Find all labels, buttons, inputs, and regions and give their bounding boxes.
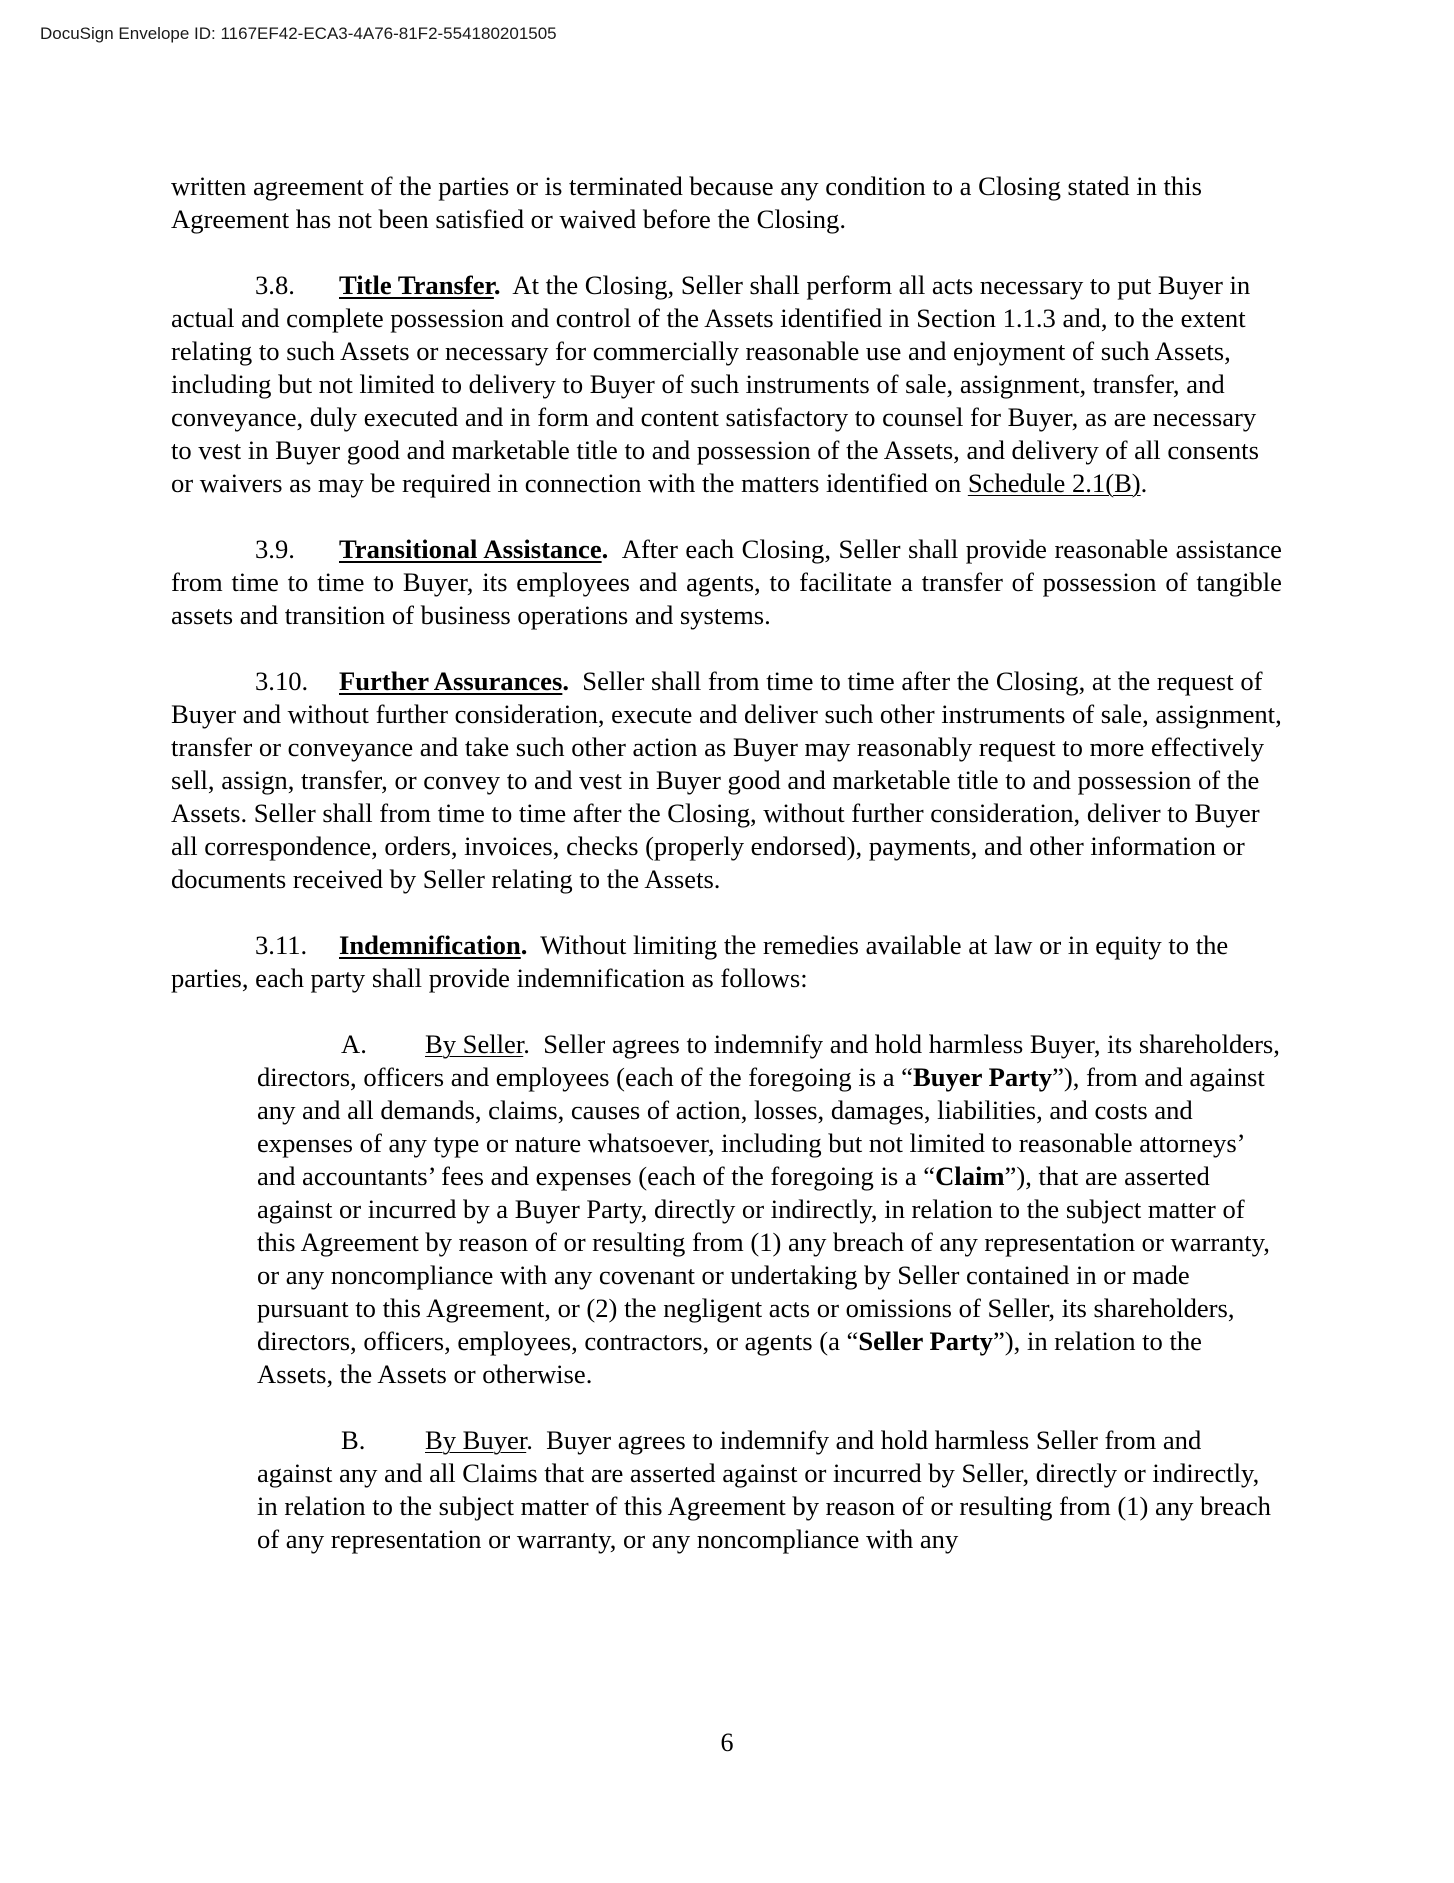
docusign-envelope-id: DocuSign Envelope ID: 1167EF42-ECA3-4A76-81F2-554180201505 [40, 24, 557, 43]
section-body: After each Closing, Seller shall provide reasonable assistance from time to time to Buyer, its employees and agents, to facilitate a transfer of possession of tangible assets and transition of business operations and systems. [171, 534, 1282, 630]
subsection-a: A. By Seller. Seller agrees to indemnify and hold harmless Buyer, its shareholders, directors, officers and employees (each of the foregoing is a “Buyer Party”), from and against any and all demands, claims, causes of action, losses, damages, liabilities, and costs and expenses of any type or nature whatsoever, including but not limited to reasonable attorneys’ and accountants’ fees and expenses (each of the foregoing is a “Claim”), that are asserted against or incurred by a Buyer Party, directly or indirectly, in relation to the subject matter of this Agreement by reason of or resulting from (1) any breach of any representation or warranty, or any noncompliance with any covenant or undertaking by Seller contained in or made pursuant to this Agreement, or (2) the negligent acts or omissions of Seller, its shareholders, directors, officers, employees, contractors, or agents (a “Seller Party”), in relation to the Assets, the Assets or otherwise. [257, 1029, 1280, 1389]
section-3-8: 3.8. Title Transfer. At the Closing, Seller shall perform all acts necessary to put Buyer in actual and complete possession and control of the Assets identified in Section 1.1.3 and, to the extent relating to such Assets or necessary for commercially reasonable use and enjoyment of such Assets, including but not limited to delivery to Buyer of such instruments of sale, assignment, transfer, and conveyance, duly executed and in form and content satisfactory to counsel for Buyer, as are necessary to vest in Buyer good and marketable title to and possession of the Assets, and delivery of all consents or waivers as may be required in connection with the matters identified on Schedule 2.1(B). [171, 270, 1259, 498]
defined-term-buyer-party: Buyer Party [912, 1062, 1053, 1092]
subsection-letter: B. [341, 1425, 366, 1455]
section-number: 3.9. [255, 534, 295, 564]
defined-term-seller-party: Seller Party [858, 1326, 993, 1356]
section-heading-title-transfer: Title Transfer [339, 270, 494, 300]
subsection-heading-by-buyer: By Buyer [425, 1425, 527, 1455]
schedule-reference: Schedule 2.1(B) [967, 468, 1141, 498]
section-body: Without limiting the remedies available at law or in equity to the parties, each party shall provide indemnification as follows: [171, 930, 1229, 993]
subsection-b: B. By Buyer. Buyer agrees to indemnify and hold harmless Seller from and against any and all Claims that are asserted against or incurred by Seller, directly or indirectly, in relation to the subject matter of this Agreement by reason of or resulting from (1) any breach of any representation or warranty, or any noncompliance with any [257, 1425, 1271, 1554]
section-heading-transitional-assistance: Transitional Assistance [339, 534, 602, 564]
section-body: At the Closing, Seller shall perform all acts necessary to put Buyer in actual and complete possession and control of the Assets identified in Section 1.1.3 and, to the extent relating to such Assets or necessary for commercially reasonable use and enjoyment of such Assets, including but not limited to delivery to Buyer of such instruments of sale, assignment, transfer, and conveyance, duly executed and in form and content satisfactory to counsel for Buyer, as are necessary to vest in Buyer good and marketable title to and possession of the Assets, and delivery of all consents or waivers as may be required in connection with the matters identified on [171, 270, 1259, 498]
section-3-9: 3.9. Transitional Assistance. After each Closing, Seller shall provide reasonable assistance from time to time to Buyer, its employees and agents, to facilitate a transfer of possession of tangible assets and transition of business operations and systems. [171, 534, 1282, 630]
section-number: 3.11. [255, 930, 308, 960]
section-heading-further-assurances: Further Assurances [339, 666, 563, 696]
section-number: 3.10. [255, 666, 309, 696]
section-heading-indemnification: Indemnification [339, 930, 521, 960]
intro-paragraph [171, 170, 1282, 236]
section-body: Seller shall from time to time after the Closing, at the request of Buyer and without further consideration, execute and deliver such other instruments of sale, assignment, transfer or conveyance and take such other action as Buyer may reasonably request to more effectively sell, assign, transfer, or convey to and vest in Buyer good and marketable title to and possession of the Assets. Seller shall from time to time after the Closing, without further consideration, deliver to Buyer all correspondence, orders, invoices, checks (properly endorsed), payments, and other information or documents received by Seller relating to the Assets. [171, 666, 1282, 894]
defined-term-claim: Claim [935, 1161, 1005, 1191]
subsection-heading-by-seller: By Seller [425, 1029, 524, 1059]
section-3-11: 3.11. Indemnification. Without limiting the remedies available at law or in equity to the parties, each party shall provide indemnification as follows: [171, 930, 1229, 993]
section-3-10: 3.10. Further Assurances. Seller shall from time to time after the Closing, at the request of Buyer and without further consideration, execute and deliver such other instruments of sale, assignment, transfer or conveyance and take such other action as Buyer may reasonably request to more effectively sell, assign, transfer, or convey to and vest in Buyer good and marketable title to and possession of the Assets. Seller shall from time to time after the Closing, without further consideration, deliver to Buyer all correspondence, orders, invoices, checks (properly endorsed), payments, and other information or documents received by Seller relating to the Assets. [171, 666, 1282, 894]
section-number: 3.8. [255, 270, 295, 300]
page-number: 6 [720, 1728, 734, 1757]
intro-text: written agreement of the parties or is terminated because any condition to a Closing stated in this Agreement has not been satisfied or waived before the Closing. [171, 171, 1202, 234]
subsection-letter: A. [341, 1029, 367, 1059]
document-body [171, 170, 1282, 1589]
